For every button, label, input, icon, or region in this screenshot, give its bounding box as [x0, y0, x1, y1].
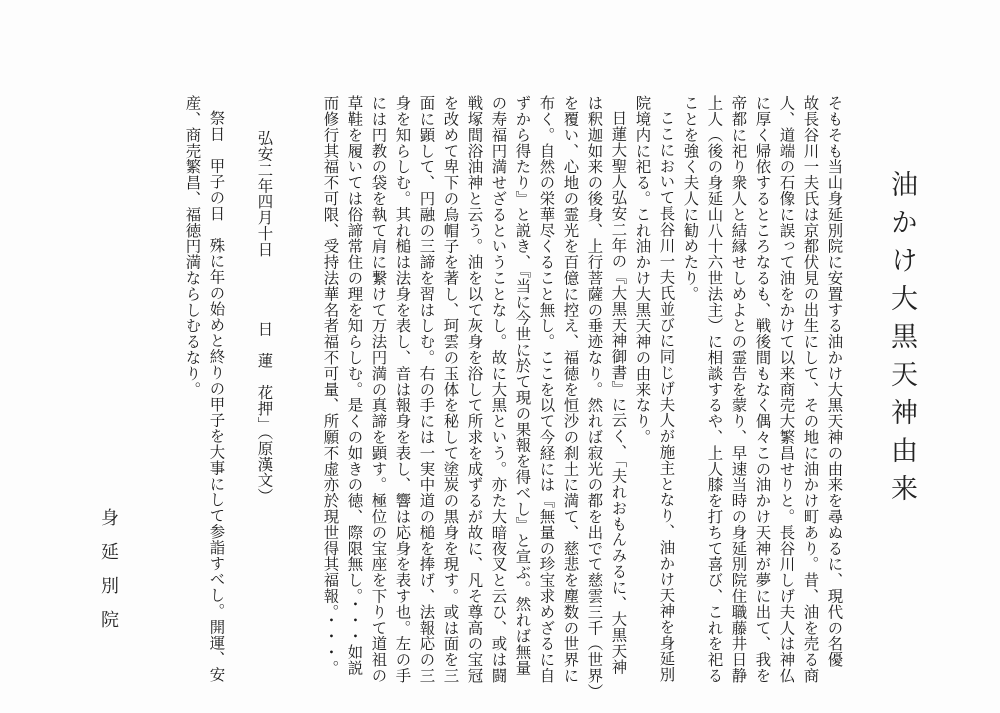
body-line-15: の寿福円満せざるということなし。故に大黒という。亦た大暗夜叉と云ひ、或は闘 [489, 95, 508, 684]
festival-line-2: 産、商売繁昌、福徳円満ならしむるなり。 [183, 95, 202, 398]
body-line-2: 故長谷川一夫氏は京都伏見の出生にして、その地に油かけ町あり。昔、油を売る商 [801, 95, 820, 684]
date-line: 弘安二年四月十日 日 蓮 花押」（原漢文） [255, 130, 274, 504]
body-line-22: 而修行其福不可限、受持法華名者福不可量、所願不虚亦於現世得其福報。・・・。 [321, 95, 340, 676]
body-line-8: ここにおいて長谷川一夫氏並びに同じげ夫人が施主となり、油かけ天神を身延別 [657, 110, 676, 683]
temple-signature: 身延別院 [98, 508, 119, 644]
festival-line-1: 祭日 甲子の日 殊に年の始めと終りの甲子を大事にして参詣すべし。開運、安 [207, 110, 226, 683]
body-line-21: 草鞋を履いては俗諦常住の理を知らしむ。是くの如きの徳、際限無し。・・・如説 [345, 95, 364, 676]
body-line-19: 身を知らしむ。其れ槌は法身を表し、音は報身を表し、響は応身を表す也。左の手 [393, 95, 412, 684]
body-line-16: 戦塚間浴油神と云う。油を以て灰身を浴して所求を成ずるが故に、凡そ尊高の宝冠 [465, 95, 484, 684]
body-line-18: 面に顕して、円融の三諦を習はしむ。右の手には一実中道の槌を捧げ、法報応の三 [417, 95, 436, 684]
body-line-20: には円教の袋を執て肩に繋けて万法円満の真諦を顕す。極位の宝座を下りて道祖の [369, 95, 388, 684]
body-line-7: ことを強く夫人に勧めたり。 [681, 95, 700, 302]
body-line-5: 帝都に祀り衆人と結縁せしめよとの霊告を蒙り、早速当時の身延別院住職藤井日静 [729, 95, 748, 684]
body-line-1: そもそも当山身延別院に安置する油かけ大黒天神の由来を尋ぬるに、現代の名優 [825, 95, 844, 668]
document-title: 油かけ大黒天神由来 [886, 170, 917, 512]
body-line-12: を覆い、心地の霊光を百億に控え、福徳を恒沙の刹土に満て、慈悲を塵数の世界に [561, 95, 580, 684]
body-line-6: 上人（後の身延山八十六世法主）に相談するや、上人膝を打ちて喜び、これを祀る [705, 95, 724, 684]
body-line-13: 布く。自然の栄華尽くること無し。ここを以て今経には『無量の珍宝求めざるに自 [537, 95, 556, 684]
body-line-4: に厚く帰依するところなるも、戦後間もなく偶々この油かけ天神が夢に出て、我を [753, 95, 772, 684]
body-line-11: は釈迦如来の後身、上行菩薩の垂迹なり。然れば寂光の都を出でて慈雲三千（世界） [585, 95, 604, 700]
body-line-9: 院境内に祀る。これ油かけ大黒天神の由来なり。 [633, 95, 652, 445]
body-line-3: 人、道端の石像に誤って油をかけて以来商売大繁昌せりと。長谷川しげ夫人は神仏 [777, 95, 796, 684]
body-line-10: 日蓮大聖人弘安二年の『大黒天神御書』に云く、「夫れおもんみるに、大黒天神 [609, 110, 628, 675]
body-line-14: ずから得たり』と説き、『当に今世に於て現の果報を得べし』と宣ぶ。然れば無量 [513, 95, 532, 676]
body-line-17: を改めて卑下の烏帽子を著し、珂雲の玉体を秘して塗炭の黒身を現す。或は面を三 [441, 95, 460, 684]
